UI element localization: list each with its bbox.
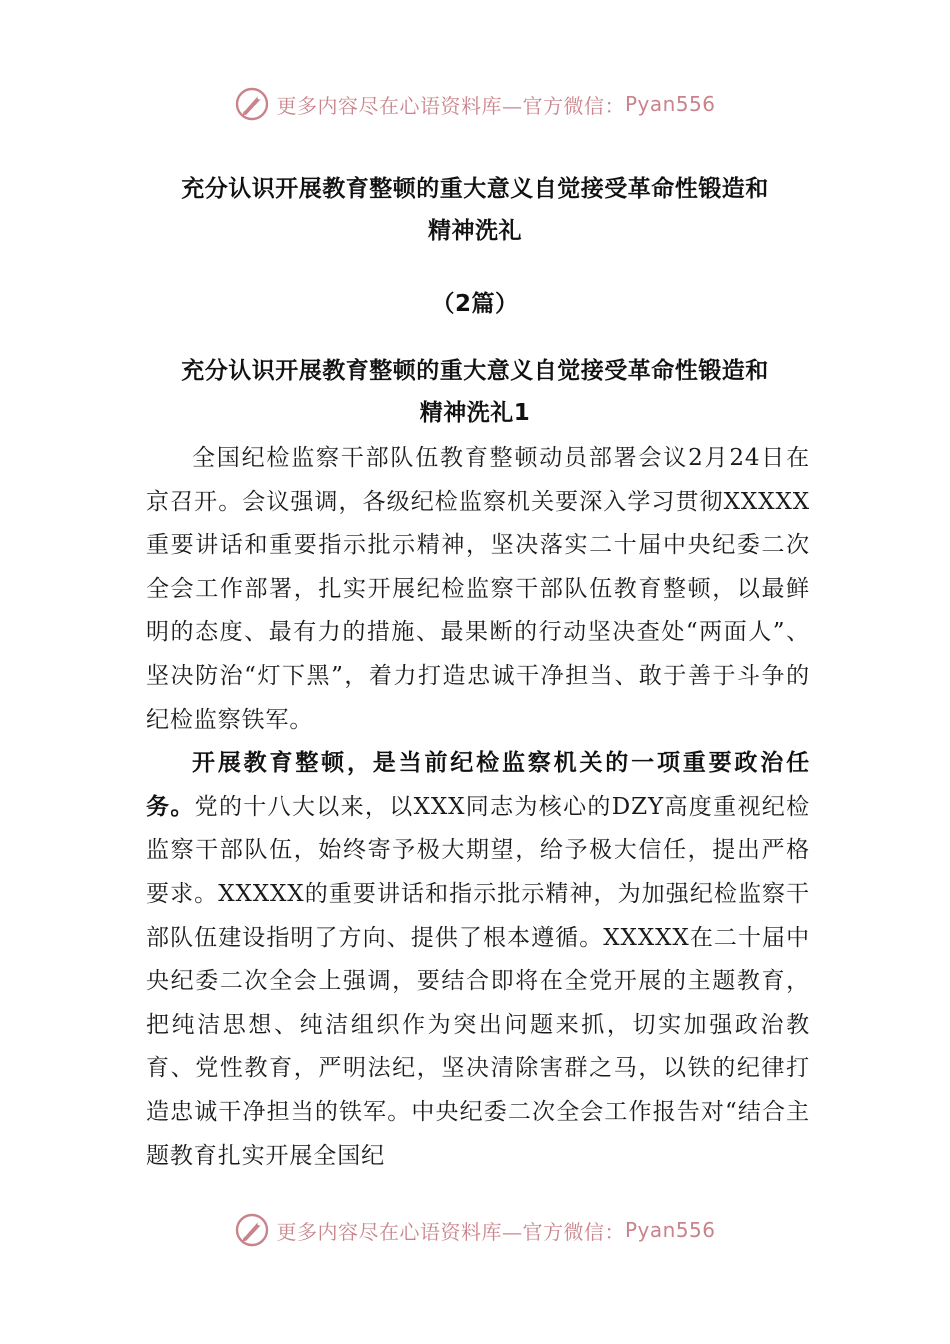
article-body (146, 437, 810, 1178)
paragraph-2-text: 党的十八大以来，以XXX同志为核心的DZY高度重视纪检监察干部队伍，始终寄予极大期望，给予极大信任，提出严格要求。XXXXX的重要讲话和指示批示精神，为加强纪检监察干部队伍建设指明了方向、提供了根本遵循。XXXXX在二十届中央纪委二次全会上强调，要结合即将在全党开展的主题教育，把纯洁思想、纯洁组织作为突出问题来抓，切实加强政治教育、党性教育，严明法纪，坚决清除害群之马，以铁的纪律打造忠诚干净担当的铁军。中央纪委二次全会工作报告对“结合主题教育扎实开展全国纪 (146, 793, 810, 1169)
watermark-text: 更多内容尽在心语资料库—官方微信： (276, 1219, 625, 1244)
watermark-brand: Pyan556 (624, 92, 716, 116)
document-title (120, 168, 830, 252)
watermark-text: 更多内容尽在心语资料库—官方微信： (276, 93, 625, 118)
article-title-line-1: 充分认识开展教育整顿的重大意义自觉接受革命性锻造和 (181, 358, 769, 384)
watermark-footer (0, 1210, 950, 1250)
paragraph-2 (146, 742, 810, 1178)
paragraph-1: 全国纪检监察干部队伍教育整顿动员部署会议2月24日在京召开。会议强调，各级纪检监察机关要深入学习贯彻XXXXX重要讲话和重要指示批示精神，坚决落实二十届中央纪委二次全会工作部署，扎实开展纪检监察干部队伍教育整顿，以最鲜明的态度、最有力的措施、最果断的行动坚决查处“两面人”、坚决防治“灯下黑”，着力打造忠诚干净担当、敢于善于斗争的纪检监察铁军。 (146, 445, 810, 733)
article-title-line-2: 精神洗礼1 (419, 400, 531, 426)
pen-circle-logo-icon (234, 1212, 270, 1248)
article-count: （2篇） (431, 291, 519, 317)
title-line-1: 充分认识开展教育整顿的重大意义自觉接受革命性锻造和 (181, 176, 769, 202)
paragraph-2-lead: 开展教育整顿，是当前纪检监察机关的一项重要政治任务。 (146, 750, 810, 820)
watermark-brand: Pyan556 (624, 1218, 716, 1242)
article-title (120, 350, 830, 434)
watermark-header (0, 84, 950, 124)
pen-circle-logo-icon (234, 86, 270, 122)
title-line-2: 精神洗礼 (428, 218, 522, 244)
